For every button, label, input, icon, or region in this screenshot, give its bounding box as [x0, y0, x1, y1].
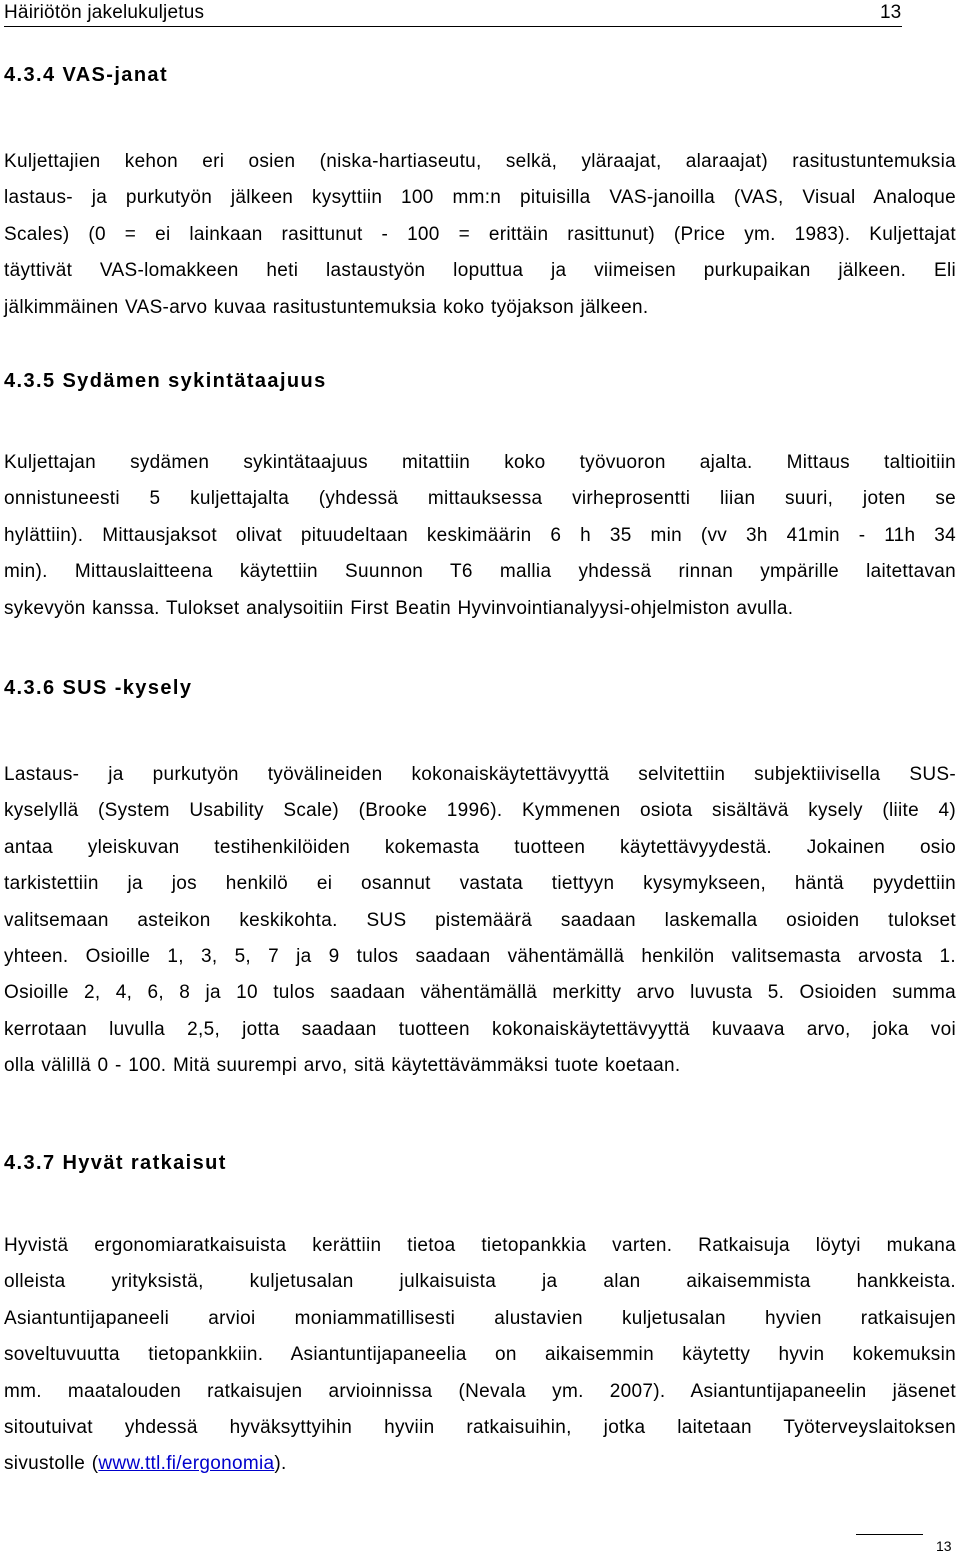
section-heading-4-3-7: 4.3.7 Hyvät ratkaisut — [4, 1152, 227, 1174]
text-line: mm. maatalouden ratkaisujen arvioinnissa (Nevala ym. 2007). Asiantuntijapaneelin jäsenet — [4, 1380, 956, 1402]
text-line-with-link — [4, 1446, 956, 1482]
section-heading-4-3-6: 4.3.6 SUS -kysely — [4, 677, 193, 699]
ttl-ergonomia-link[interactable]: www.ttl.fi/ergonomia — [98, 1453, 275, 1475]
text-line: Asiantuntijapaneeli arvioi moniammatillisesti alustavien kuljetusalan hyvien ratkaisujen — [4, 1307, 956, 1329]
text-line: kyselyllä (System Usability Scale) (Brooke 1996). Kymmenen osiota sisältävä kysely (liite 4) — [4, 800, 956, 822]
header-page-number: 13 — [880, 2, 902, 23]
link-suffix-text: ). — [274, 1453, 287, 1475]
text-line: onnistuneesti 5 kuljettajalta (yhdessä mittauksessa virheprosentti liian suuri, joten se — [4, 488, 956, 510]
footer-page-number: 13 — [936, 1538, 952, 1554]
section-paragraph-4-3-5 — [4, 445, 956, 627]
text-line: Scales) (0 = ei lainkaan rasittunut - 100 = erittäin rasittunut) (Price ym. 1983). Kuljettajat — [4, 223, 956, 245]
text-line: tarkistettiin ja jos henkilö ei osannut vastata tiettyyn kysymykseen, häntä pyydettiin — [4, 873, 956, 895]
link-prefix-text: sivustolle ( — [4, 1453, 99, 1475]
page-header — [4, 0, 902, 27]
text-line: Kuljettajien kehon eri osien (niska-hartiaseutu, selkä, yläraajat, alaraajat) rasitustuntemuksia — [4, 151, 956, 172]
section-heading-4-3-5: 4.3.5 Sydämen sykintätaajuus — [4, 370, 327, 392]
text-line: sitoutuivat yhdessä hyväksyttyihin hyviin ratkaisuihin, jotka laitetaan Työterveyslaitoksen — [4, 1416, 956, 1438]
text-line: soveltuvuutta tietopankkiin. Asiantuntijapaneelia on aikaisemmin käytetty hyvin kokemuksin — [4, 1344, 956, 1366]
text-line: Hyvistä ergonomiaratkaisuista kerättiin tietoa tietopankkia varten. Ratkaisuja löytyi mukana — [4, 1235, 956, 1256]
section-paragraph-4-3-4 — [4, 144, 956, 326]
text-line: lastaus- ja purkutyön jälkeen kysyttiin 100 mm:n pituisilla VAS-janoilla (VAS, Visual Analoque — [4, 187, 956, 209]
text-line: olla välillä 0 - 100. Mitä suurempi arvo, sitä käytettävämmäksi tuote koetaan. — [4, 1055, 681, 1077]
text-line: Osioille 2, 4, 6, 8 ja 10 tulos saadaan vähentämällä merkitty arvo luvusta 5. Osioiden summa — [4, 982, 956, 1004]
footer-rule — [856, 1534, 923, 1535]
text-line: antaa yleiskuvan testihenkilöiden kokemasta tuotteen käytettävyydestä. Jokainen osio — [4, 836, 956, 858]
section-paragraph-4-3-7 — [4, 1228, 956, 1483]
text-line: kerrotaan luvulla 2,5, jotta saadaan tuotteen kokonaiskäytettävyyttä kuvaava arvo, joka voi — [4, 1018, 956, 1040]
text-line: hylättiin). Mittausjaksot olivat pituudeltaan keskimäärin 6 h 35 min (vv 3h 41min - 11h 34 — [4, 524, 956, 546]
text-line: täyttivät VAS-lomakkeen heti lastaustyön loputtua ja viimeisen purkupaikan jälkeen. Eli — [4, 260, 956, 282]
text-line: jälkimmäinen VAS-arvo kuvaa rasitustuntemuksia koko työjakson jälkeen. — [4, 296, 649, 318]
text-line: sykevyön kanssa. Tulokset analysoitiin First Beatin Hyvinvointianalyysi-ohjelmiston avulla. — [4, 597, 794, 619]
text-line: Lastaus- ja purkutyön työvälineiden kokonaiskäytettävyyttä selvitettiin subjektiivisella SUS- — [4, 764, 956, 785]
section-heading-4-3-4: 4.3.4 VAS-janat — [4, 64, 169, 86]
text-line: yhteen. Osioille 1, 3, 5, 7 ja 9 tulos saadaan vähentämällä henkilön valitsemasta arvosta 1. — [4, 945, 956, 967]
text-line: min). Mittauslaitteena käytettiin Suunnon T6 mallia yhdessä rinnan ympärille laitettavan — [4, 561, 956, 583]
text-line: olleista yrityksistä, kuljetusalan julkaisuista ja alan aikaisemmista hankkeista. — [4, 1271, 956, 1293]
text-line: Kuljettajan sydämen sykintätaajuus mitattiin koko työvuoron ajalta. Mittaus taltioitiin — [4, 452, 956, 473]
text-line: valitsemaan asteikon keskikohta. SUS pistemäärä saadaan laskemalla osioiden tulokset — [4, 909, 956, 931]
section-paragraph-4-3-6 — [4, 757, 956, 1085]
running-title: Häiriötön jakelukuljetus — [4, 2, 205, 23]
